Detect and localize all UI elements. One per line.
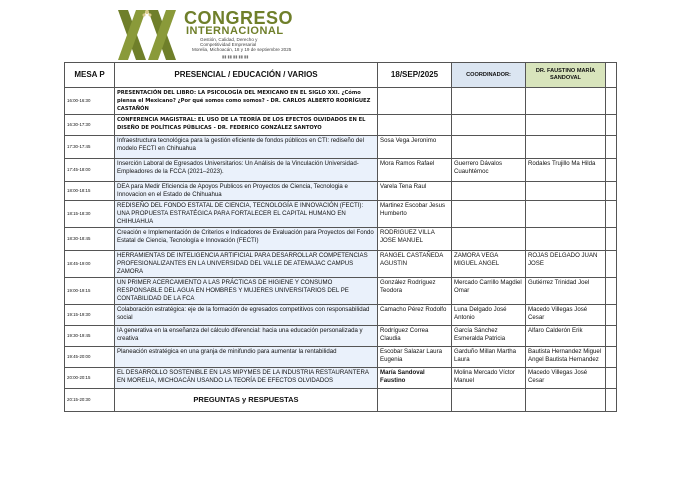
empty-cell	[606, 201, 617, 228]
time-cell: 17:45-18:00	[65, 159, 115, 182]
table-row	[65, 182, 617, 201]
table-row	[65, 88, 617, 115]
xx-logo-mark	[116, 8, 178, 62]
logo-subtitle-3: Morelia, Michoacán, 18 y 19 de septiembre 2025	[192, 47, 292, 52]
time-cell: 18:45-19:00	[65, 251, 115, 278]
empty-cell	[526, 88, 606, 115]
empty-cell	[606, 305, 617, 326]
coordinator-label: COORDINADOR:	[452, 63, 526, 88]
empty-cell	[606, 389, 617, 412]
session-title: PRESENCIAL / EDUCACIÓN / VARIOS	[115, 63, 378, 88]
time-cell: 19:00-19:15	[65, 278, 115, 305]
empty-cell	[606, 88, 617, 115]
presenter-cell	[526, 136, 606, 159]
presenter-cell: Sosa Vega Jeronimo	[378, 136, 452, 159]
empty-cell	[526, 389, 606, 412]
mesa-label: MESA P	[65, 63, 115, 88]
time-cell: 18:30-18:45	[65, 228, 115, 251]
presenter-cell	[526, 182, 606, 201]
activity-cell: IA generativa en la enseñanza del cálculo diferencial: hacia una educación personalizada y creativa	[115, 326, 378, 347]
session-date: 18/SEP/2025	[378, 63, 452, 88]
empty-cell	[378, 88, 452, 115]
empty-cell	[606, 159, 617, 182]
table-row	[65, 278, 617, 305]
empty-cell	[452, 88, 526, 115]
time-cell: 19:15-19:30	[65, 305, 115, 326]
presenter-cell: RANGEL CASTAÑEDA AGUSTIN	[378, 251, 452, 278]
empty-cell	[606, 326, 617, 347]
closing-row	[65, 389, 617, 412]
presenter-cell: Molina Mercado Víctor Manuel	[452, 368, 526, 389]
time-cell: 18:15-18:30	[65, 201, 115, 228]
empty-cell	[606, 63, 617, 88]
coordinator-name: DR. FAUSTINO MARÍA SANDOVAL	[526, 63, 606, 88]
table-row	[65, 305, 617, 326]
presenter-cell: Macedo Villegas José Cesar	[526, 305, 606, 326]
presenter-cell: RODRIGUEZ VILLA JOSE MANUEL	[378, 228, 452, 251]
time-cell: 20:00-20:15	[65, 368, 115, 389]
time-cell: 19:45-20:00	[65, 347, 115, 368]
empty-cell	[606, 251, 617, 278]
presenter-cell: ZAMORA VEGA MIGUEL ANGEL	[452, 251, 526, 278]
presenter-cell: Rodríguez Correa Claudia	[378, 326, 452, 347]
presenter-cell: Mercado Carrillo Magdiel Omar	[452, 278, 526, 305]
activity-cell: Creación e Implementación de Criterios e Indicadores de Evaluación para Proyectos del Fondo Estatal de Ciencia, Tecnología e Innovación (FECTI)	[115, 228, 378, 251]
presenter-cell	[526, 201, 606, 228]
presenter-cell: González Rodríguez Teodora	[378, 278, 452, 305]
empty-cell	[452, 389, 526, 412]
presenter-cell: Escobar Salazar Laura Eugenia	[378, 347, 452, 368]
presenter-cell: Macedo Villegas José Cesar	[526, 368, 606, 389]
presenter-cell: Martinez Escobar Jesus Humberto	[378, 201, 452, 228]
activity-cell: Inserción Laboral de Egresados Universitarios: Un Análisis de la Vinculación Universidad-Empleadores de la FCCA (2021–2023).	[115, 159, 378, 182]
presenter-cell: Bautista Hernandez Miguel Angel Bautista Hernandez	[526, 347, 606, 368]
empty-cell	[606, 278, 617, 305]
empty-cell	[606, 182, 617, 201]
presenter-cell	[452, 228, 526, 251]
presenter-cell: Mora Ramos Rafael	[378, 159, 452, 182]
activity-cell: UN PRIMER ACERCAMIENTO A LAS PRÁCTICAS DE HIGIENE Y CONSUMO RESPONSABLE DEL AGUA EN HOMBRES Y MUJERES UNIVERSITARIOS DEL PE CONTABILIDAD DE LA FCA	[115, 278, 378, 305]
presenter-cell	[452, 201, 526, 228]
logo-title-line1: CONGRESO	[184, 8, 294, 28]
empty-cell	[606, 115, 617, 136]
activity-cell: Colaboración estratégica: eje de la formación de egresados competitivos con responsabilidad social	[115, 305, 378, 326]
empty-cell	[526, 115, 606, 136]
logo-subtitle-2: Competitividad Empresarial	[200, 42, 257, 47]
time-cell: 17:30-17:45	[65, 136, 115, 159]
closing-label: PREGUNTAS y RESPUESTAS	[115, 389, 378, 412]
activity-cell: DEA para Medir Eficiencia de Apoyos Publicos en Proyectos de Ciencia, Tecnologia e Innovacion en el Estado de Chihuahua	[115, 182, 378, 201]
sponsor-logos: ▮▮ ▮▮ ▮▮ ▮▮ ▮▮	[222, 54, 249, 59]
time-cell: 18:00-18:15	[65, 182, 115, 201]
logo-subtitle-1: Gestión, Calidad, Derecho y	[200, 37, 258, 42]
time-cell: 16:00-16:30	[65, 88, 115, 115]
empty-cell	[452, 115, 526, 136]
time-cell: 16:30-17:30	[65, 115, 115, 136]
presenter-cell: García Sánchez Esmeralda Patricia	[452, 326, 526, 347]
activity-cell: CONFERENCIA MAGISTRAL: EL USO DE LA TEORÍA DE LOS EFECTOS OLVIDADOS EN EL DISEÑO DE POLÍTICAS PÚBLICAS - DR. FEDERICO GONZÁLEZ SANTOYO	[115, 115, 378, 136]
activity-cell: REDISEÑO DEL FONDO ESTATAL DE CIENCIA, TECNOLOGÍA E INNOVACIÓN (FECTI): UNA PROPUESTA ESTRATÉGICA PARA FORTALECER EL CAPITAL HUMANO EN CHIHUAHUA	[115, 201, 378, 228]
presenter-cell: Alfaro Calderón Erik	[526, 326, 606, 347]
presenter-cell: Guerrero Dávalos Cuauhtémoc	[452, 159, 526, 182]
table-row	[65, 201, 617, 228]
presenter-cell	[452, 136, 526, 159]
time-cell: 20:15-20:30	[65, 389, 115, 412]
table-header	[65, 63, 617, 88]
empty-cell	[606, 136, 617, 159]
presenter-cell: Garduño Millan Martha Laura	[452, 347, 526, 368]
table-row	[65, 368, 617, 389]
presenter-cell: Rodales Trujillo Ma Hilda	[526, 159, 606, 182]
presenter-cell: María Sandoval Faustino	[378, 368, 452, 389]
congress-logo	[112, 8, 292, 62]
empty-cell	[606, 368, 617, 389]
table-row	[65, 228, 617, 251]
empty-cell	[378, 115, 452, 136]
time-cell: 19:30-19:45	[65, 326, 115, 347]
table-row	[65, 159, 617, 182]
agenda-table	[64, 62, 617, 412]
activity-cell: EL DESARROLLO SOSTENIBLE EN LAS MIPYMES DE LA INDUSTRIA RESTAURANTERA EN MORELIA, MICHOACÁN USANDO LA TEORÍA DE EFECTOS OLVIDADOS	[115, 368, 378, 389]
empty-cell	[606, 347, 617, 368]
activity-cell: Planeación estratégica en una granja de minifundio para aumentar la rentabilidad	[115, 347, 378, 368]
presenter-cell: ROJAS DELGADO JUAN JOSE	[526, 251, 606, 278]
presenter-cell: Gutiérrez Trinidad Joel	[526, 278, 606, 305]
empty-cell	[606, 228, 617, 251]
presenter-cell: Luna Delgado José Antonio	[452, 305, 526, 326]
presenter-cell	[526, 228, 606, 251]
presenter-cell: Camacho Pérez Rodolfo	[378, 305, 452, 326]
table-row	[65, 115, 617, 136]
presenter-cell: Varela Tena Raul	[378, 182, 452, 201]
logo-title-line2: INTERNACIONAL	[186, 25, 284, 37]
table-row	[65, 136, 617, 159]
table-row	[65, 347, 617, 368]
activity-cell: HERRAMIENTAS DE INTELIGENCIA ARTIFICIAL PARA DESARROLLAR COMPETENCIAS PROFESIONALIZANTES EN LA UNIVERSIDAD DEL VALLE DE ATEMAJAC CAMPUS ZAMORA	[115, 251, 378, 278]
activity-cell: Infraestructura tecnológica para la gestión eficiente de fondos públicos en CTI: rediseño del modelo FECTI en Chihuahua	[115, 136, 378, 159]
table-row	[65, 326, 617, 347]
activity-cell: PRESENTACIÓN DEL LIBRO: LA PSICOLOGÍA DEL MEXICANO EN EL SIGLO XXI. ¿Cómo piensa el Mexicano? ¿Por qué somos como somos? - DR. CARLOS ALBERTO RODRÍGUEZ CASTAÑÓN	[115, 88, 378, 115]
empty-cell	[378, 389, 452, 412]
table-row	[65, 251, 617, 278]
presenter-cell	[452, 182, 526, 201]
